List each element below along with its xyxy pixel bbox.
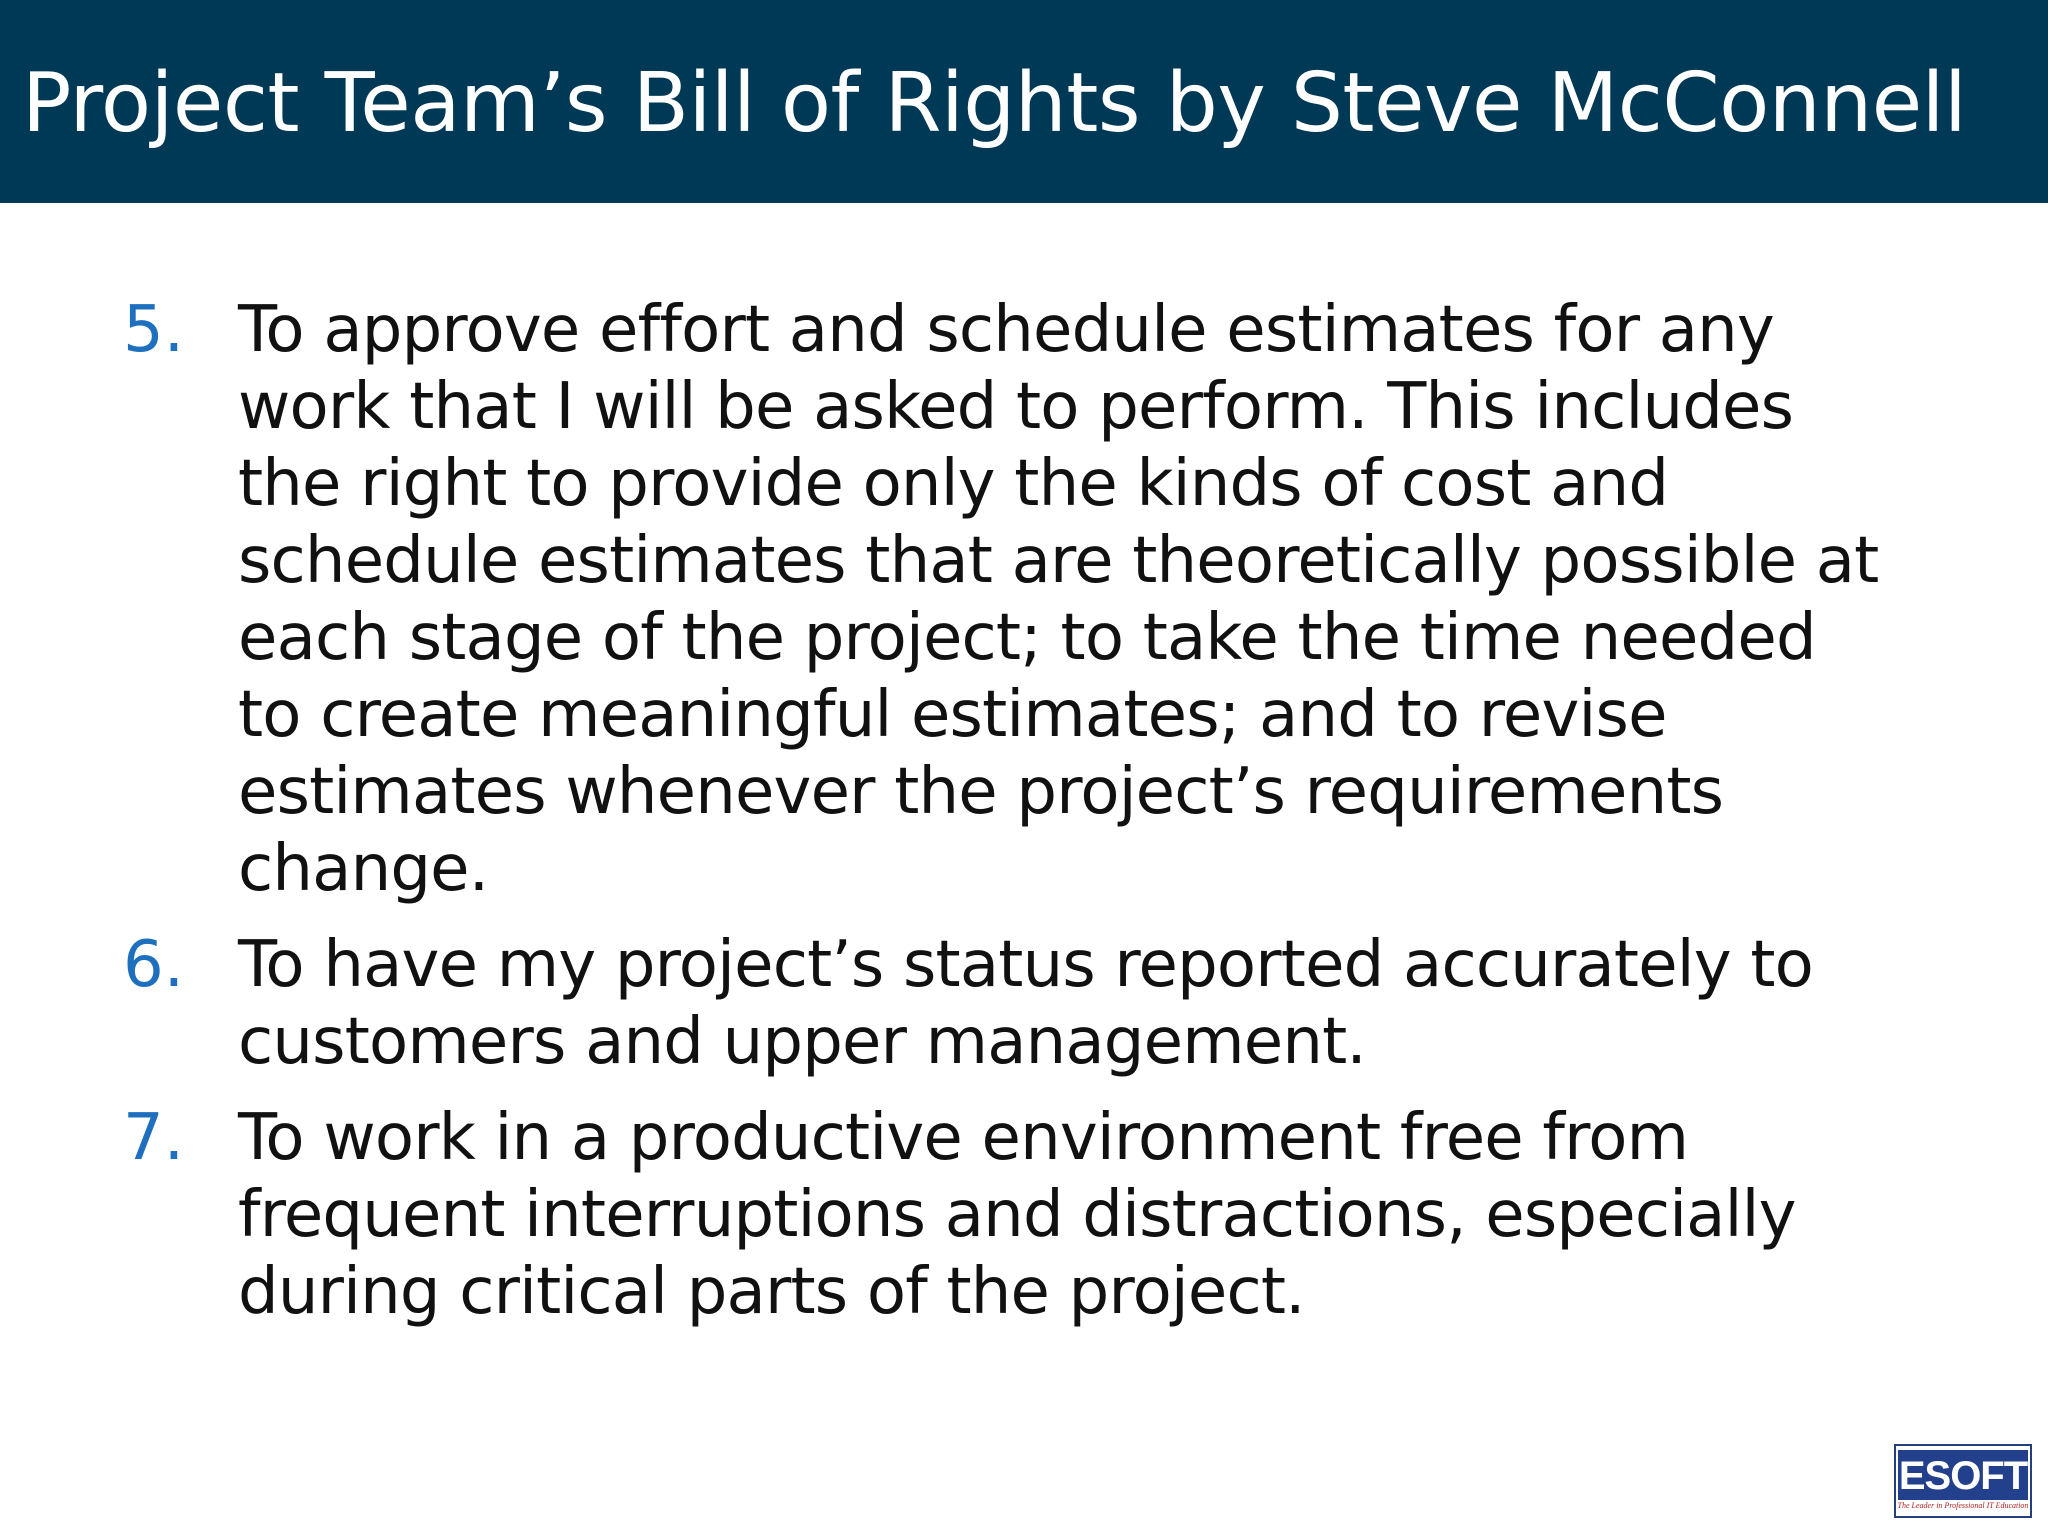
- text-line: schedule estimates that are theoretically possible at: [238, 524, 1879, 598]
- text-line: change.: [238, 832, 489, 906]
- text-line: To approve effort and schedule estimates for any: [238, 293, 1775, 367]
- logo-band: [1898, 1450, 2028, 1500]
- logo-tagline: The Leader in Professional IT Education: [1897, 1501, 2029, 1510]
- right-item-7: [120, 1100, 2000, 1331]
- text-line: customers and upper management.: [238, 1005, 1366, 1079]
- right-item-6: [120, 927, 2000, 1081]
- text-line: during critical parts of the project.: [238, 1255, 1305, 1329]
- item-number: 5.: [123, 293, 185, 367]
- right-item-5: [120, 292, 2000, 908]
- logo-wordmark: ESOFT: [1898, 1454, 2028, 1498]
- slide-title: Project Team’s Bill of Rights by Steve McConnell: [22, 56, 1967, 151]
- text-line: to create meaningful estimates; and to revise: [238, 678, 1667, 752]
- item-text: [238, 292, 2000, 908]
- item-number: 6.: [123, 928, 185, 1002]
- text-line: work that I will be asked to perform. This includes: [238, 370, 1794, 444]
- text-line: To work in a productive environment free from: [238, 1101, 1689, 1175]
- text-line: estimates whenever the project’s requirements: [238, 755, 1724, 829]
- item-number: 7.: [123, 1101, 185, 1175]
- text-line: the right to provide only the kinds of cost and: [238, 447, 1669, 521]
- text-line: To have my project’s status reported accurately to: [238, 928, 1814, 1002]
- item-text: [238, 1100, 2000, 1331]
- text-line: each stage of the project; to take the time needed: [238, 601, 1816, 675]
- title-bar: [0, 0, 2048, 203]
- rights-list: [120, 292, 2000, 1350]
- item-text: [238, 927, 2000, 1081]
- esoft-logo: [1894, 1444, 2032, 1518]
- text-line: frequent interruptions and distractions, especially: [238, 1178, 1796, 1252]
